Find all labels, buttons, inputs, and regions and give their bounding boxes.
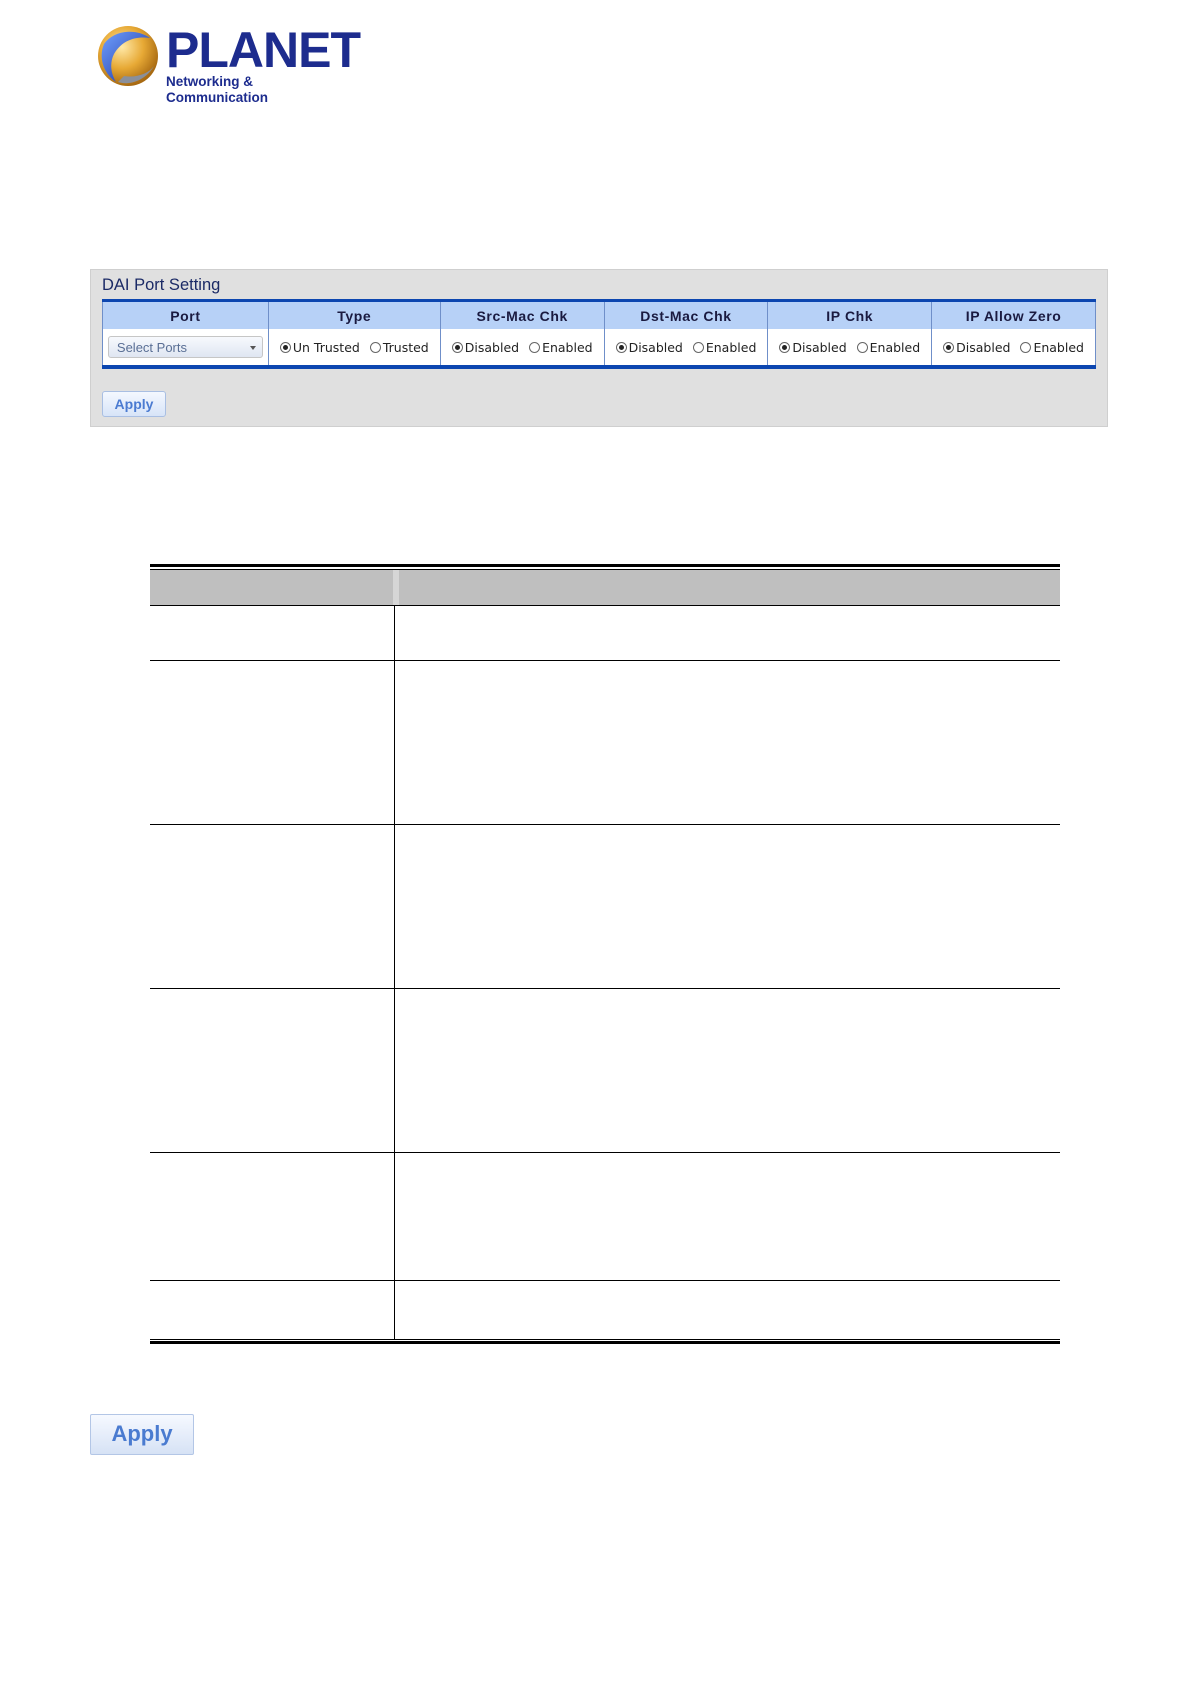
radio-unchecked-icon <box>693 342 704 353</box>
panel-apply-button[interactable]: Apply <box>102 391 166 417</box>
row-divider <box>150 1152 1060 1153</box>
radio-unchecked-icon <box>857 342 868 353</box>
row-divider <box>150 660 1060 661</box>
row-divider <box>150 988 1060 989</box>
port-cell <box>103 329 269 367</box>
ip-allow-zero-cell <box>932 329 1096 367</box>
type-untrusted-radio[interactable]: Un Trusted <box>280 340 360 355</box>
radio-unchecked-icon <box>370 342 381 353</box>
globe-icon <box>96 24 160 88</box>
apply-button[interactable]: Apply <box>90 1414 194 1455</box>
dai-port-setting-panel <box>90 269 1108 427</box>
ip-allow-zero-disabled-radio[interactable]: Disabled <box>943 340 1010 355</box>
radio-checked-icon <box>943 342 954 353</box>
planet-logo <box>96 22 360 105</box>
table-bottom-rule <box>150 1341 1060 1344</box>
table-top-rule <box>150 564 1060 567</box>
ip-chk-cell <box>768 329 932 367</box>
header-port: Port <box>103 301 269 330</box>
header-divider <box>393 570 399 605</box>
header-ip-allow-zero: IP Allow Zero <box>932 301 1096 330</box>
radio-unchecked-icon <box>529 342 540 353</box>
brand-tagline: Networking & Communication <box>166 74 269 105</box>
src-mac-chk-cell <box>440 329 604 367</box>
ip-chk-enabled-radio[interactable]: Enabled <box>857 340 921 355</box>
header-type: Type <box>268 301 440 330</box>
row-divider <box>150 605 1060 606</box>
row-divider <box>150 1280 1060 1281</box>
radio-unchecked-icon <box>1020 342 1031 353</box>
type-cell <box>268 329 440 367</box>
type-trusted-radio[interactable]: Trusted <box>370 340 429 355</box>
header-src-mac-chk: Src-Mac Chk <box>440 301 604 330</box>
dst-mac-disabled-radio[interactable]: Disabled <box>616 340 683 355</box>
table-bottom-rule-thin <box>150 1339 1060 1340</box>
src-mac-disabled-radio[interactable]: Disabled <box>452 340 519 355</box>
src-mac-enabled-radio[interactable]: Enabled <box>529 340 593 355</box>
table-row <box>103 329 1096 367</box>
ip-chk-disabled-radio[interactable]: Disabled <box>779 340 846 355</box>
header-dst-mac-chk: Dst-Mac Chk <box>604 301 768 330</box>
column-divider <box>394 605 395 1339</box>
row-divider <box>150 824 1060 825</box>
dai-port-table <box>102 299 1096 369</box>
chevron-down-icon <box>250 346 256 350</box>
radio-checked-icon <box>280 342 291 353</box>
radio-checked-icon <box>779 342 790 353</box>
dst-mac-chk-cell <box>604 329 768 367</box>
panel-title: DAI Port Setting <box>102 276 221 294</box>
description-table <box>150 564 1060 1346</box>
radio-checked-icon <box>616 342 627 353</box>
description-header-row <box>150 570 1060 605</box>
header-ip-chk: IP Chk <box>768 301 932 330</box>
radio-checked-icon <box>452 342 463 353</box>
brand-name: PLANET <box>166 22 360 78</box>
ip-allow-zero-enabled-radio[interactable]: Enabled <box>1020 340 1084 355</box>
dst-mac-enabled-radio[interactable]: Enabled <box>693 340 757 355</box>
port-select[interactable] <box>108 336 263 358</box>
port-select-label: Select Ports <box>116 340 187 355</box>
table-header-row <box>103 301 1096 330</box>
